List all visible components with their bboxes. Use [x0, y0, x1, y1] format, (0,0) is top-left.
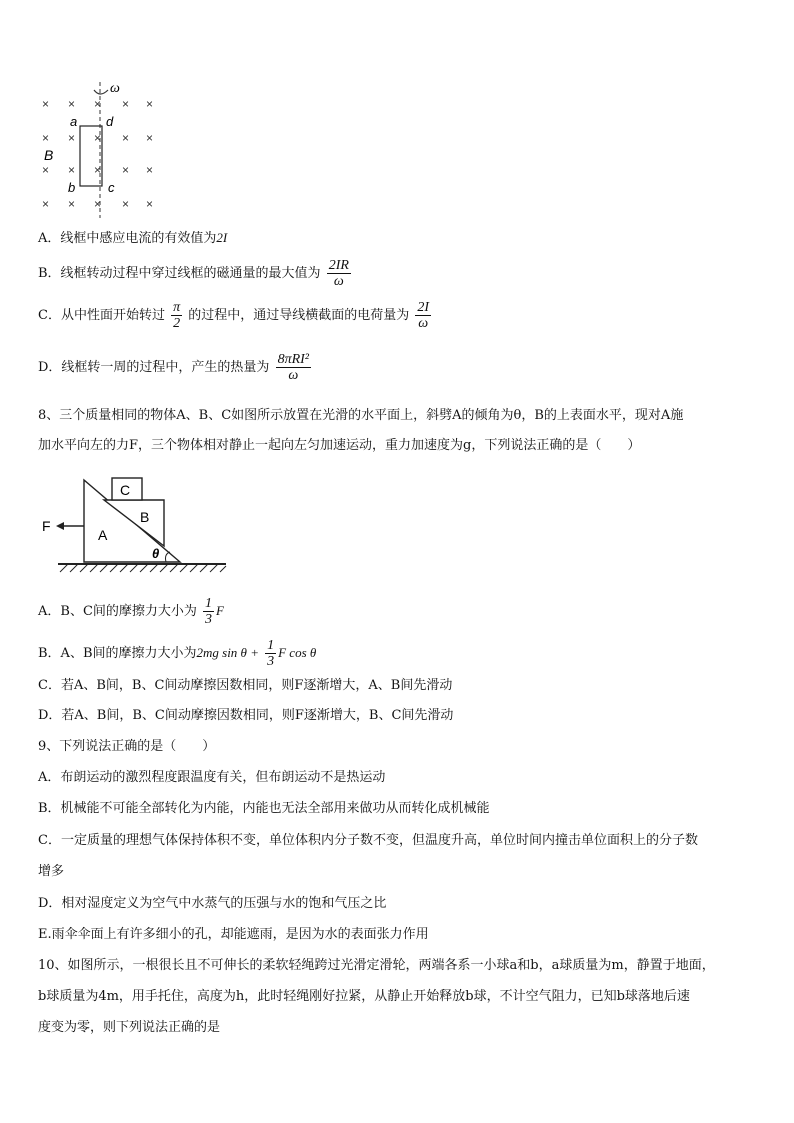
- q7-option-a: [38, 230, 227, 247]
- svg-text:×: ×: [42, 97, 50, 111]
- svg-text:×: ×: [68, 197, 76, 211]
- q9-option-c-line2: 增多: [38, 864, 65, 879]
- q9-option-b: B．机械能不可能全部转化为内能，内能也无法全部用来做功从而转化成机械能: [38, 801, 490, 816]
- rotation-arrow: [94, 90, 108, 94]
- q9-option-c-line1: C．一定质量的理想气体保持体积不变，单位体积内分子数不变，但温度升高，单位时间内撞击单位面积上的分子数: [38, 833, 698, 848]
- q9-option-a: A．布朗运动的激烈程度跟温度有关，但布朗运动不是热运动: [38, 770, 386, 785]
- label-F: F: [42, 518, 51, 534]
- q9-stem: 9、下列说法正确的是（ ）: [38, 739, 216, 754]
- svg-text:×: ×: [42, 131, 50, 145]
- q7-option-b-text: B．线框转动过程中穿过线框的磁通量的最大值为: [38, 266, 321, 281]
- q7-option-d-fraction: $\frac{\text{8πRI²}}{\omega}$: [277, 352, 310, 383]
- svg-text:×: ×: [146, 97, 154, 111]
- svg-text:×: ×: [42, 163, 50, 177]
- force-arrowhead: [56, 522, 64, 530]
- svg-text:×: ×: [146, 163, 154, 177]
- corner-a-label: a: [70, 114, 78, 129]
- svg-text:×: ×: [68, 97, 76, 111]
- svg-text:×: ×: [94, 131, 102, 145]
- loop-field-figure: [38, 78, 168, 218]
- q8-option-a-text: A．B、C间的摩擦力大小为: [38, 604, 197, 619]
- label-C: C: [120, 482, 131, 498]
- svg-text:×: ×: [146, 131, 154, 145]
- svg-text:×: ×: [146, 197, 154, 211]
- corner-c-label: c: [108, 180, 115, 195]
- label-A: A: [98, 527, 108, 543]
- field-B-label: B: [44, 147, 54, 163]
- svg-text:×: ×: [122, 197, 130, 211]
- q8-option-b-tail: F cos θ: [278, 645, 317, 660]
- q8-option-b-fraction: $\frac{1}{3}$: [267, 638, 275, 669]
- q9-option-e: E.雨伞伞面上有许多细小的孔，却能遮雨，是因为水的表面张力作用: [38, 927, 429, 942]
- svg-text:×: ×: [94, 163, 102, 177]
- q10-line1: 10、如图所示，一根很长且不可伸长的柔软轻绳跨过光滑定滑轮，两端各系一小球a和b，a球质量为m，静置于地面，: [38, 958, 715, 973]
- q8-stem-line2: 加水平向左的力F，三个物体相对静止一起向左匀加速运动，重力加速度为g，下列说法正确的是（ ）: [38, 438, 641, 453]
- q8-option-b-text: B．A、B间的摩擦力大小为: [38, 646, 197, 661]
- q7-option-d: [38, 352, 313, 383]
- label-theta: θ: [152, 546, 160, 561]
- q7-option-b: [38, 258, 353, 289]
- q7-option-d-text: D．线框转一周的过程中，产生的热量为: [38, 360, 270, 375]
- svg-text:×: ×: [122, 97, 130, 111]
- svg-text:×: ×: [94, 97, 102, 111]
- q10-line3: 度变为零，则下列说法正确的是: [38, 1020, 221, 1035]
- q7-option-b-fraction: $\frac{2IR}{\omega}$: [328, 258, 349, 289]
- svg-text:×: ×: [122, 131, 130, 145]
- svg-text:×: ×: [94, 197, 102, 211]
- q8-option-d: D．若A、B间，B、C间动摩擦因数相同，则F逐渐增大，B、C间先滑动: [38, 708, 454, 723]
- q8-option-b-expr: 2mg sin θ +: [196, 645, 259, 660]
- corner-d-label: d: [106, 114, 114, 129]
- corner-b-label: b: [68, 180, 76, 195]
- q7-option-c-fraction: $\frac{2I}{\omega}$: [417, 300, 430, 331]
- q7-option-c-angle: $\frac{\pi}{2}$: [173, 300, 181, 331]
- q8-option-a-fraction: $\frac{1}{3}$: [205, 596, 213, 627]
- q8-option-b: [38, 638, 316, 669]
- q7-option-a-expr: 2I: [216, 230, 228, 245]
- q7-option-c-text-post: 的过程中，通过导线横截面的电荷量为: [188, 308, 410, 323]
- svg-text:×: ×: [122, 163, 130, 177]
- q8-stem-line1: 8、三个质量相同的物体A、B、C如图所示放置在光滑的水平面上，斜劈A的倾角为θ，B的上表面水平，现对A施: [38, 408, 684, 423]
- cross-marks: [42, 97, 153, 211]
- q7-option-c-text-pre: C．从中性面开始转过: [38, 308, 165, 323]
- label-B: B: [140, 509, 150, 525]
- wedge-blocks-figure: [38, 474, 238, 578]
- q8-option-c: C．若A、B间，B、C间动摩擦因数相同，则F逐渐增大，A、B间先滑动: [38, 678, 453, 693]
- ground-hatching: [60, 564, 226, 572]
- omega-label: ω: [110, 81, 120, 96]
- q8-option-a: [38, 596, 224, 627]
- q10-line2: b球质量为4m，用手托住，高度为h，此时轻绳刚好拉紧，从静止开始释放b球，不计空气阻力，已知b球落地后速: [38, 989, 690, 1004]
- q7-option-a-text: A．线框中感应电流的有效值为: [38, 231, 217, 246]
- svg-text:×: ×: [68, 163, 76, 177]
- svg-text:×: ×: [68, 131, 76, 145]
- q8-option-a-tail: F: [216, 603, 224, 618]
- q9-option-d: D．相对湿度定义为空气中水蒸气的压强与水的饱和气压之比: [38, 896, 387, 911]
- q7-option-c: [38, 300, 433, 331]
- svg-text:×: ×: [42, 197, 50, 211]
